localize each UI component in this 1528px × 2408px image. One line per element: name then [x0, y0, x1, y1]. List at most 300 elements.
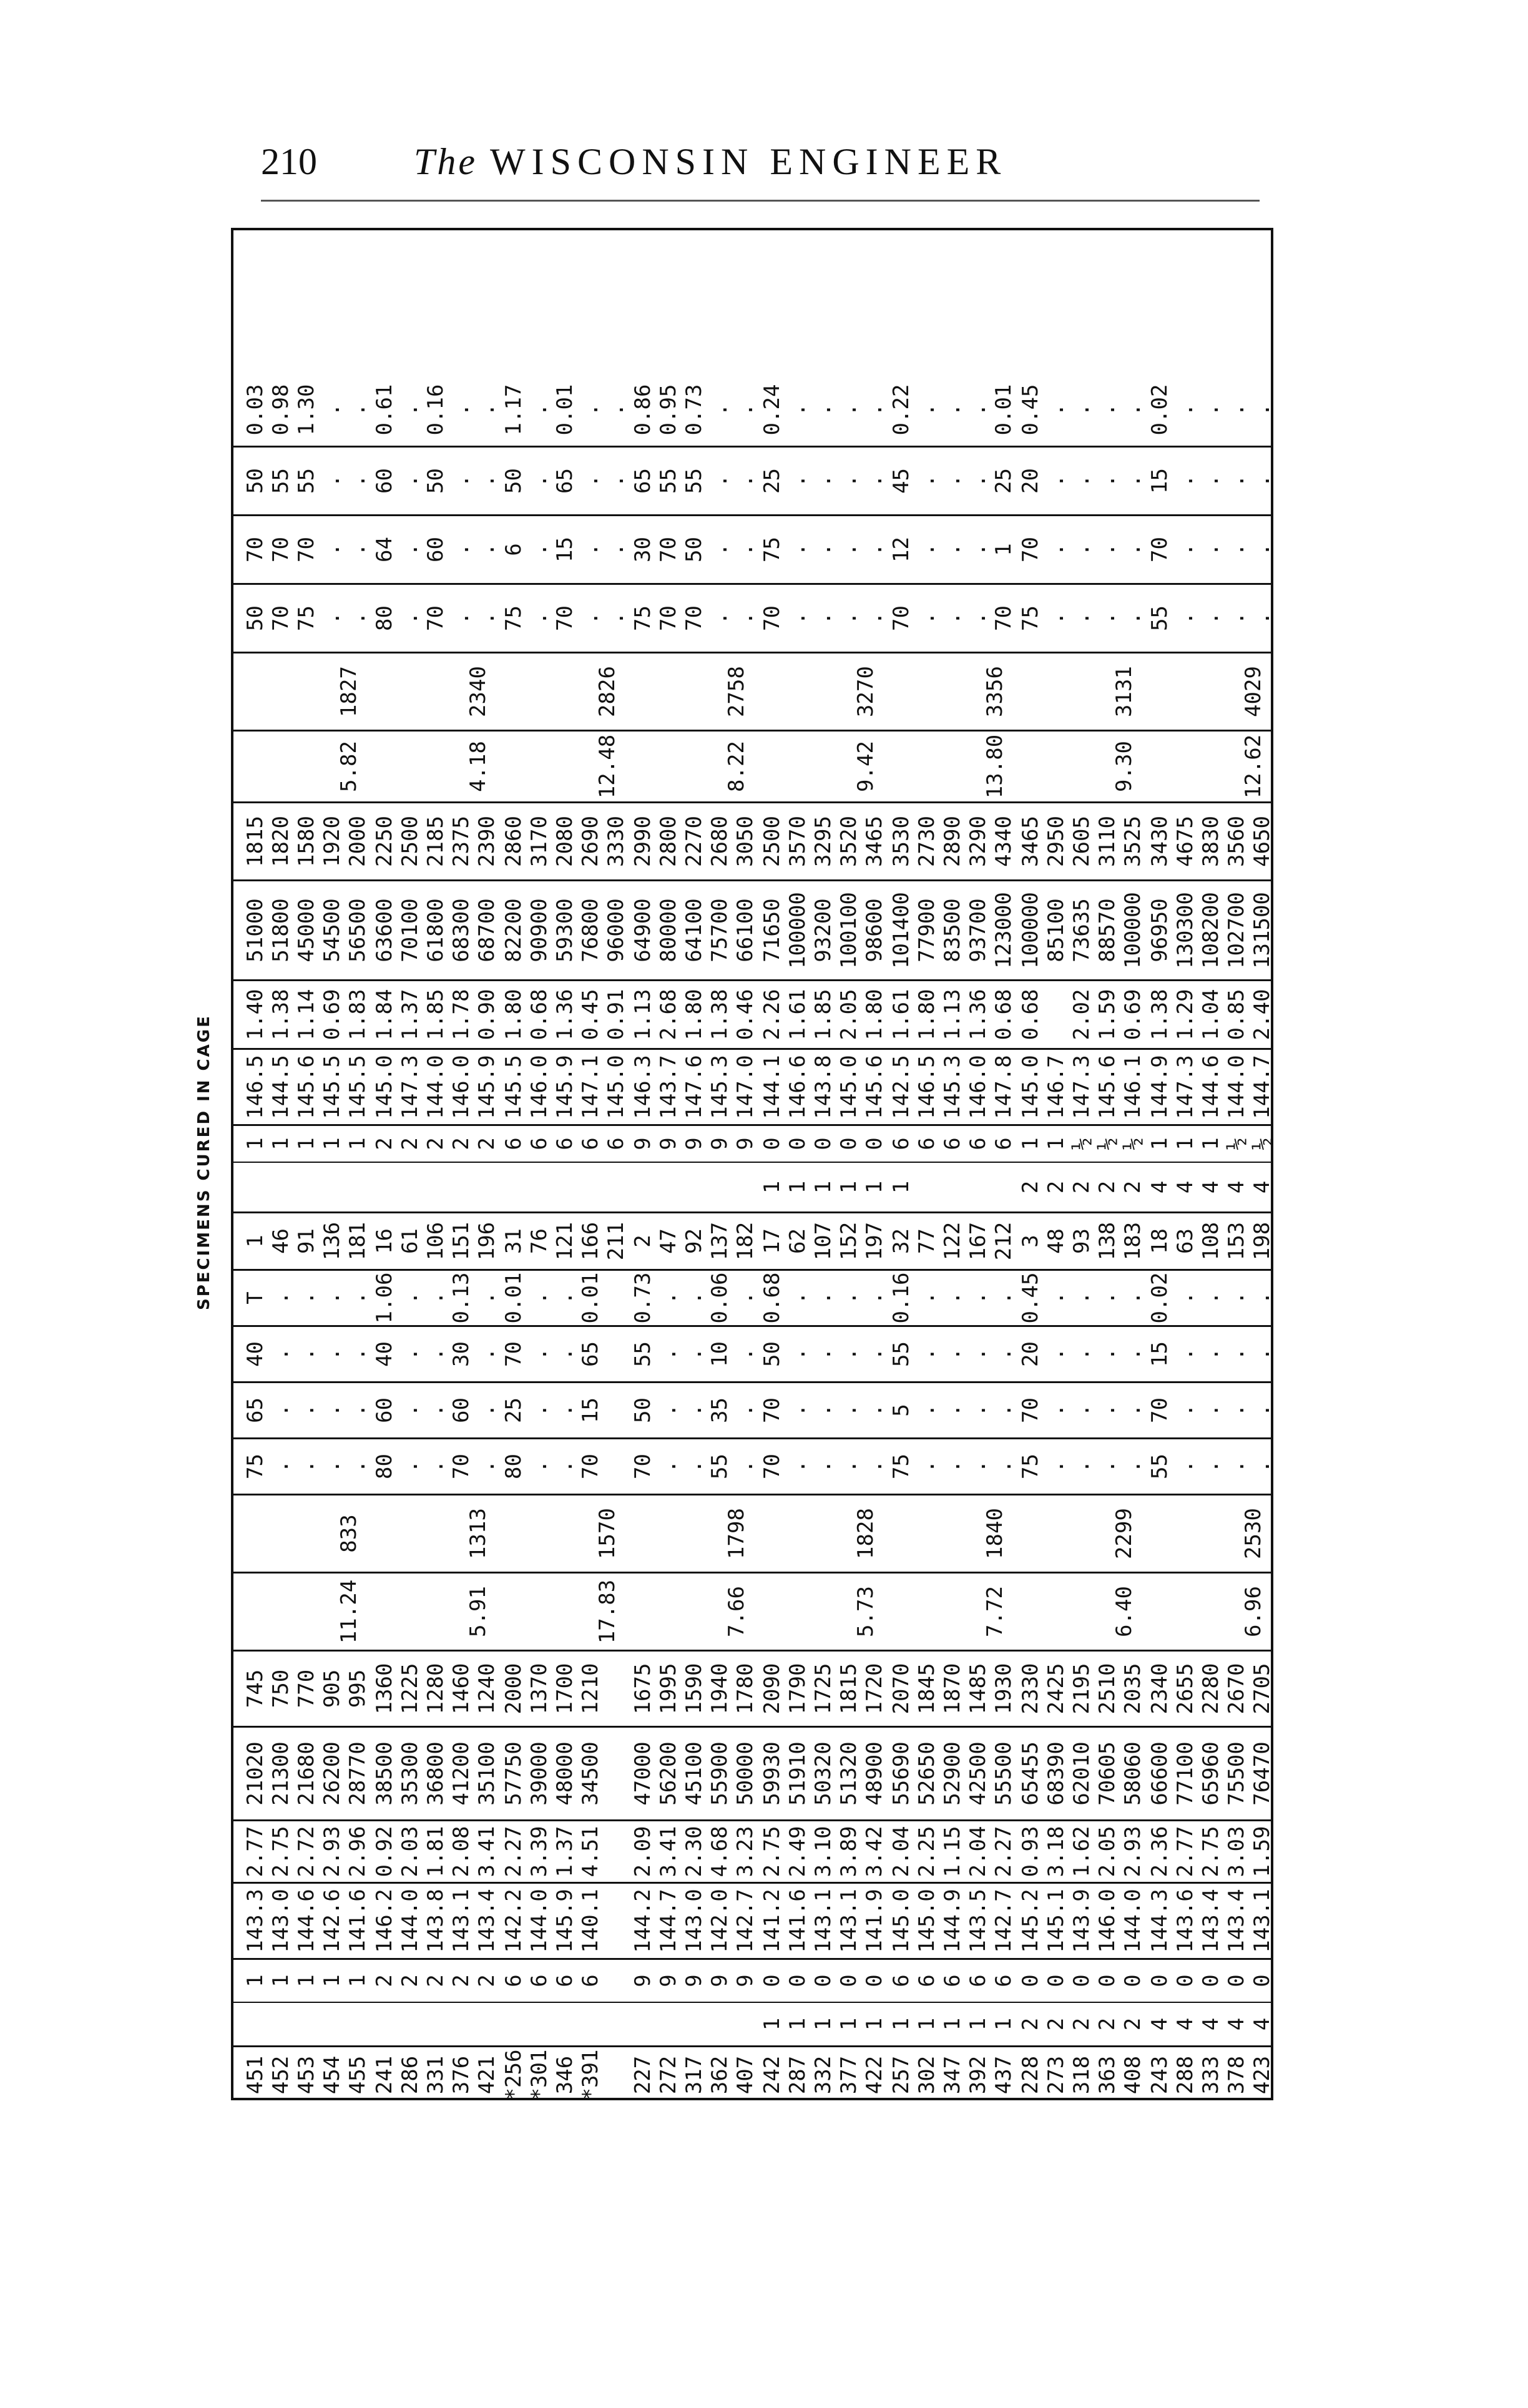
journal-title-main: WISCONSIN ENGINEER [490, 141, 1007, 182]
table-cell: 2 [423, 1137, 448, 1150]
table-cell: 2.03 [398, 1826, 423, 1877]
cell-group [243, 1821, 371, 1882]
cell-group [1147, 1960, 1275, 2002]
table-cell: 60 [423, 537, 448, 562]
table-cell: 241 [372, 2055, 397, 2095]
table-cell: 143.8 [423, 1889, 448, 1953]
table-cell: 1845 [914, 1663, 939, 1715]
table-cell: 1.15 [940, 1826, 965, 1877]
table-cell: 2.75 [268, 1826, 293, 1877]
table-cell: 55500 [991, 1741, 1016, 1806]
table-cell: 1870 [940, 1663, 965, 1715]
table-cell: 77100 [1173, 1741, 1198, 1806]
table-cell: . [398, 1348, 423, 1361]
table-cell: 136 [320, 1221, 345, 1261]
table-cell: . [345, 403, 370, 416]
table-cell: . [836, 612, 861, 625]
table-cell: 1780 [733, 1663, 758, 1715]
table-cell: 1 [836, 2017, 861, 2031]
table-cell: 63 [1173, 1228, 1198, 1254]
summary-cell: 5.73 [853, 1586, 878, 1637]
table-cell: 2655 [1173, 1663, 1198, 1715]
summary-cell: 9.42 [853, 741, 878, 792]
cell-group [1147, 1327, 1275, 1381]
table-cell: 144.5 [268, 1055, 293, 1119]
table-cell: . [398, 1460, 423, 1473]
table-cell: . [940, 612, 965, 625]
table-cell: 3465 [862, 816, 887, 867]
table-cell: 144.3 [1147, 1889, 1172, 1953]
cell-group [243, 1383, 371, 1437]
table-cell [656, 2003, 682, 2045]
table-cell: 83500 [940, 898, 965, 962]
table-cell: 2.04 [889, 1826, 914, 1877]
table-cell: 347 [940, 2055, 965, 2095]
table-column-25 [233, 446, 1275, 514]
table-cell [578, 2003, 604, 2045]
cell-group [372, 803, 500, 879]
table-cell: 0.46 [733, 989, 758, 1040]
table-cell: 143.0 [268, 1889, 293, 1953]
table-cell: 1.14 [294, 989, 319, 1040]
table-column-4 [233, 1882, 1275, 1958]
cell-group [630, 374, 758, 446]
cell-group [1147, 516, 1275, 583]
table-cell [449, 1163, 474, 1211]
table-cell: 2.96 [345, 1826, 370, 1877]
table-cell: 56500 [345, 898, 370, 962]
cell-group [501, 1960, 629, 2002]
table-cell: 392 [966, 2055, 991, 2095]
table-cell: 2.26 [760, 989, 785, 1040]
table-cell [733, 2003, 758, 2045]
table-cell: 4 [1173, 1180, 1198, 1194]
table-cell: 1225 [398, 1663, 423, 1715]
cell-group [760, 1126, 888, 1162]
table-cell: 302 [914, 2055, 939, 2095]
table-cell: . [836, 474, 861, 487]
table-cell: 54500 [320, 898, 345, 962]
table-cell: 2 [372, 1137, 397, 1150]
table-cell [940, 1163, 966, 1211]
table-cell: 2340 [1147, 1663, 1172, 1715]
table-cell: 50 [682, 537, 707, 562]
table-cell: 70 [889, 605, 914, 631]
table-cell: 143.1 [811, 1889, 836, 1953]
table-cell: 0.68 [760, 1272, 785, 1324]
table-cell: 4 [1147, 2017, 1172, 2031]
table-cell: 143.9 [1069, 1889, 1094, 1953]
table-cell: 35300 [398, 1741, 423, 1806]
table-cell: 40 [243, 1341, 268, 1367]
table-cell: 55 [268, 468, 293, 494]
table-cell: 3.39 [527, 1826, 552, 1877]
cell-group [243, 1213, 371, 1269]
table-cell: . [1224, 1460, 1249, 1473]
table-cell: 423 [1250, 2055, 1275, 2095]
table-cell: 0 [1095, 1974, 1120, 1987]
table-cell [604, 1652, 629, 1726]
table-cell: . [320, 403, 345, 416]
table-column-9 [233, 1494, 1271, 1572]
cell-group [1018, 803, 1146, 879]
table-cell: 0 [836, 1974, 861, 1987]
table-cell [604, 1439, 629, 1494]
summary-cell: 5.82 [336, 741, 361, 792]
table-cell: 3.03 [1224, 1826, 1249, 1877]
table-cell: 50 [630, 1397, 655, 1423]
table-cell: 47000 [630, 1741, 655, 1806]
table-cell: . [1198, 1404, 1223, 1417]
table-cell: 2.49 [785, 1826, 810, 1877]
table-cell: 143.7 [656, 1055, 681, 1119]
table-cell: . [707, 612, 732, 625]
table-cell: 4.68 [707, 1826, 732, 1877]
cell-group [372, 2047, 500, 2103]
table-cell: . [811, 1291, 836, 1304]
table-column-14 [233, 1211, 1275, 1269]
table-cell: 12 [889, 537, 914, 562]
table-cell: . [1224, 403, 1249, 416]
table-cell: 2500 [398, 816, 423, 867]
table-cell: 0.45 [1018, 384, 1043, 436]
cell-group [501, 1327, 629, 1381]
table-cell: 1590 [682, 1663, 707, 1715]
table-cell: . [733, 612, 758, 625]
table-cell: . [733, 1404, 758, 1417]
table-cell: 68700 [474, 898, 499, 962]
table-cell: . [707, 543, 732, 556]
table-cell: 144.6 [1198, 1055, 1223, 1119]
cell-group [760, 1439, 888, 1494]
summary-cell: 3356 [982, 666, 1007, 717]
table-cell: 42500 [966, 1741, 991, 1806]
cell-group [1018, 516, 1146, 583]
table-cell [320, 2003, 345, 2045]
table-cell: 2 [423, 1974, 448, 1987]
table-cell: 2390 [474, 816, 499, 867]
table-cell: 1.62 [1069, 1826, 1094, 1877]
table-cell [1044, 981, 1069, 1048]
table-cell: 0 [1147, 1974, 1172, 1987]
table-cell: 101400 [889, 892, 914, 969]
table-cell: . [991, 1348, 1016, 1361]
table-cell: 147.3 [398, 1055, 423, 1119]
table-cell: 143.4 [1198, 1889, 1223, 1953]
table-cell: 143.6 [1173, 1889, 1198, 1953]
table-cell: 141.6 [345, 1889, 370, 1953]
table-cell: . [1044, 1348, 1069, 1361]
table-cell: 65960 [1198, 1741, 1223, 1806]
table-cell: 70 [991, 605, 1016, 631]
table-cell: 2680 [707, 816, 732, 867]
table-cell: 1210 [578, 1663, 603, 1715]
table-cell: 25 [760, 468, 785, 494]
table-cell: 770 [294, 1669, 319, 1708]
table-cell: 66100 [733, 898, 758, 962]
table-cell: 2500 [760, 816, 785, 867]
cell-group [501, 1821, 629, 1882]
table-cell: 100000 [1120, 892, 1145, 969]
table-cell: 38500 [372, 1741, 397, 1806]
table-cell: 70 [760, 1454, 785, 1479]
table-cell: 145.9 [552, 1055, 577, 1119]
table-cell: 68300 [449, 898, 474, 962]
cell-group [889, 374, 1017, 446]
table-cell: 144.9 [1147, 1055, 1172, 1119]
table-cell: 4340 [991, 816, 1016, 867]
table-cell: 47 [656, 1228, 681, 1254]
table-cell: 4 [1198, 2017, 1223, 2031]
table-column-26 [233, 374, 1275, 446]
table-cell: 167 [966, 1221, 991, 1261]
table-cell: . [785, 1291, 810, 1304]
table-cell: 106 [423, 1221, 448, 1261]
table-cell: 332 [811, 2055, 836, 2095]
table-cell: 9 [630, 1974, 655, 1987]
cell-group [760, 1213, 888, 1269]
table-cell: . [1044, 403, 1069, 416]
table-cell [630, 2003, 656, 2045]
table-cell: . [474, 543, 499, 556]
table-cell: 1.83 [345, 989, 370, 1040]
table-cell: 0.73 [630, 1272, 655, 1324]
table-cell: 1.36 [552, 989, 577, 1040]
table-cell: 60 [449, 1397, 474, 1423]
table-cell: 60 [372, 468, 397, 494]
table-cell: . [966, 474, 991, 487]
table-cell: . [268, 1348, 293, 1361]
table-cell: 51910 [785, 1741, 810, 1806]
table-cell: 1675 [630, 1663, 655, 1715]
table-cell: 1 [966, 2017, 991, 2031]
table-cell: 2.09 [630, 1826, 655, 1877]
table-cell: 421 [474, 2055, 499, 2095]
table-column-13 [233, 1269, 1275, 1325]
cell-group [243, 803, 371, 879]
table-cell: 57750 [501, 1741, 526, 1806]
table-cell: . [940, 1291, 965, 1304]
table-cell [474, 2003, 500, 2045]
table-cell: 40 [372, 1341, 397, 1367]
table-cell: 145.0 [836, 1055, 861, 1119]
table-cell: . [1095, 1291, 1120, 1304]
table-cell: . [1095, 1460, 1120, 1473]
table-cell: 48900 [862, 1741, 887, 1806]
table-cell: 2185 [423, 816, 448, 867]
summary-cell: 7.72 [982, 1586, 1007, 1637]
table-cell: 331 [423, 2055, 448, 2095]
table-cell: 3050 [733, 816, 758, 867]
table-cell: 50 [243, 468, 268, 494]
cell-group [372, 1728, 500, 1819]
table-cell [423, 2003, 449, 2045]
table-cell: 2705 [1250, 1663, 1275, 1715]
table-cell [630, 1163, 656, 1211]
table-cell: 70 [1147, 1397, 1172, 1423]
table-cell: . [1224, 1291, 1249, 1304]
table-cell: 75700 [707, 898, 732, 962]
table-cell: ½ [1095, 1137, 1120, 1150]
cell-group [372, 1821, 500, 1882]
table-cell: . [733, 1460, 758, 1473]
table-cell: 144.1 [760, 1055, 785, 1119]
table-cell: 145.3 [707, 1055, 732, 1119]
table-cell: 70 [760, 1397, 785, 1423]
table-cell: 0.69 [320, 989, 345, 1040]
table-cell: 1 [940, 2017, 965, 2031]
table-cell: 147.3 [1173, 1055, 1198, 1119]
table-cell: 166 [578, 1221, 603, 1261]
cell-group [1147, 1728, 1275, 1819]
table-cell: 4 [1147, 1180, 1172, 1194]
table-cell [604, 2003, 629, 2045]
cell-group [501, 1213, 629, 1269]
table-cell: 3525 [1120, 816, 1145, 867]
table-cell: 146.0 [527, 1055, 552, 1119]
table-cell: 0.95 [656, 384, 681, 436]
summary-cell: 833 [336, 1514, 361, 1553]
table-cell: 2.08 [449, 1826, 474, 1877]
table-cell: 80000 [656, 898, 681, 962]
table-cell: 4 [1224, 2017, 1249, 2031]
table-cell [578, 1163, 604, 1211]
table-cell: 152 [836, 1221, 861, 1261]
table-cell: . [811, 543, 836, 556]
table-cell: 1.29 [1173, 989, 1198, 1040]
table-cell [345, 2003, 371, 2045]
table-cell: 6 [914, 1137, 939, 1150]
table-cell: . [604, 612, 629, 625]
table-cell: 0 [1250, 1974, 1275, 1987]
cell-group [760, 1327, 888, 1381]
table-cell: 3530 [889, 816, 914, 867]
cell-group [372, 1439, 500, 1494]
cell-group [372, 1126, 500, 1162]
cell-group [760, 981, 888, 1048]
table-cell: . [423, 1404, 448, 1417]
table-cell [527, 1163, 552, 1211]
table-cell: 0.01 [501, 1272, 526, 1324]
summary-cell: 1313 [466, 1508, 491, 1559]
cell-group [760, 1821, 888, 1882]
table-cell: 1.37 [398, 989, 423, 1040]
table-cell: 1 [836, 1180, 861, 1194]
table-column-12 [233, 1325, 1275, 1381]
table-cell: 317 [682, 2055, 707, 2095]
cell-group [630, 881, 758, 979]
table-cell: 377 [836, 2055, 861, 2095]
cell-group [372, 448, 500, 514]
table-cell: 0 [1120, 1974, 1145, 1987]
cell-group [630, 1960, 758, 2002]
table-cell: . [1095, 474, 1120, 487]
cell-group [889, 1728, 1017, 1819]
table-cell: . [1173, 403, 1198, 416]
table-cell: 142.5 [889, 1055, 914, 1119]
table-cell: 4 [1173, 2017, 1198, 2031]
table-columns [233, 230, 1275, 2103]
table-cell: 75 [889, 1454, 914, 1479]
table-cell: 65 [243, 1397, 268, 1423]
table-cell: 2.40 [1250, 989, 1275, 1040]
table-cell: 0.01 [578, 1272, 603, 1324]
table-cell [604, 1163, 629, 1211]
table-cell: . [1069, 1404, 1094, 1417]
table-cell: 2 [1120, 2017, 1145, 2031]
table-cell: . [268, 1291, 293, 1304]
table-cell: . [991, 1460, 1016, 1473]
cell-group [501, 585, 629, 652]
table-cell: 2 [1018, 2017, 1043, 2031]
table-rotated-body [195, 230, 1276, 2103]
table-cell: . [1069, 543, 1094, 556]
table-cell: 437 [991, 2055, 1016, 2095]
cell-group [243, 2003, 371, 2045]
table-cell: . [733, 1348, 758, 1361]
table-column-19 [233, 879, 1275, 979]
table-cell: 2195 [1069, 1663, 1094, 1715]
table-cell: 146.7 [1044, 1055, 1069, 1119]
cell-group [372, 981, 500, 1048]
table-cell: 145.5 [320, 1055, 345, 1119]
table-cell: . [604, 403, 629, 416]
table-cell: 2.25 [914, 1826, 939, 1877]
table-cell: 0.85 [1224, 989, 1249, 1040]
table-cell: 55 [1147, 605, 1172, 631]
table-cell: . [966, 403, 991, 416]
table-cell: 60 [372, 1397, 397, 1423]
cell-group [1147, 585, 1275, 652]
cell-group [630, 803, 758, 879]
table-cell: 143.1 [449, 1889, 474, 1953]
table-cell: 3430 [1147, 816, 1172, 867]
table-cell: 41200 [449, 1741, 474, 1806]
table-cell: . [320, 1404, 345, 1417]
table-column-7 [233, 1650, 1275, 1726]
table-cell: 2.05 [1095, 1826, 1120, 1877]
cell-group [630, 1163, 758, 1211]
table-cell: 212 [991, 1221, 1016, 1261]
table-cell: 4 [1198, 1180, 1223, 1194]
cell-group [1147, 1383, 1275, 1437]
table-cell: . [423, 1460, 448, 1473]
cell-group [1018, 1652, 1146, 1726]
table-cell: . [1095, 1348, 1120, 1361]
table-cell: 1 [294, 1974, 319, 1987]
table-cell: 2375 [449, 816, 474, 867]
table-cell: 3 [1018, 1235, 1043, 1248]
table-column-20 [233, 801, 1275, 879]
table-cell: 1 [243, 1137, 268, 1150]
table-cell: 6 [552, 1137, 577, 1150]
table-cell: 0.01 [991, 384, 1016, 436]
table-cell: 55690 [889, 1741, 914, 1806]
summary-cell: 6.96 [1241, 1586, 1266, 1637]
cell-group [372, 881, 500, 979]
summary-cell: 4.18 [466, 741, 491, 792]
cell-group [630, 585, 758, 652]
cell-group [1147, 881, 1275, 979]
table-cell: 1 [243, 1974, 268, 1987]
table-cell: 1 [811, 2017, 836, 2031]
table-cell: . [733, 543, 758, 556]
table-cell: . [1069, 474, 1094, 487]
table-cell [991, 1163, 1017, 1211]
cell-group [1018, 1271, 1146, 1325]
table-cell [294, 1163, 320, 1211]
cell-group [1018, 585, 1146, 652]
